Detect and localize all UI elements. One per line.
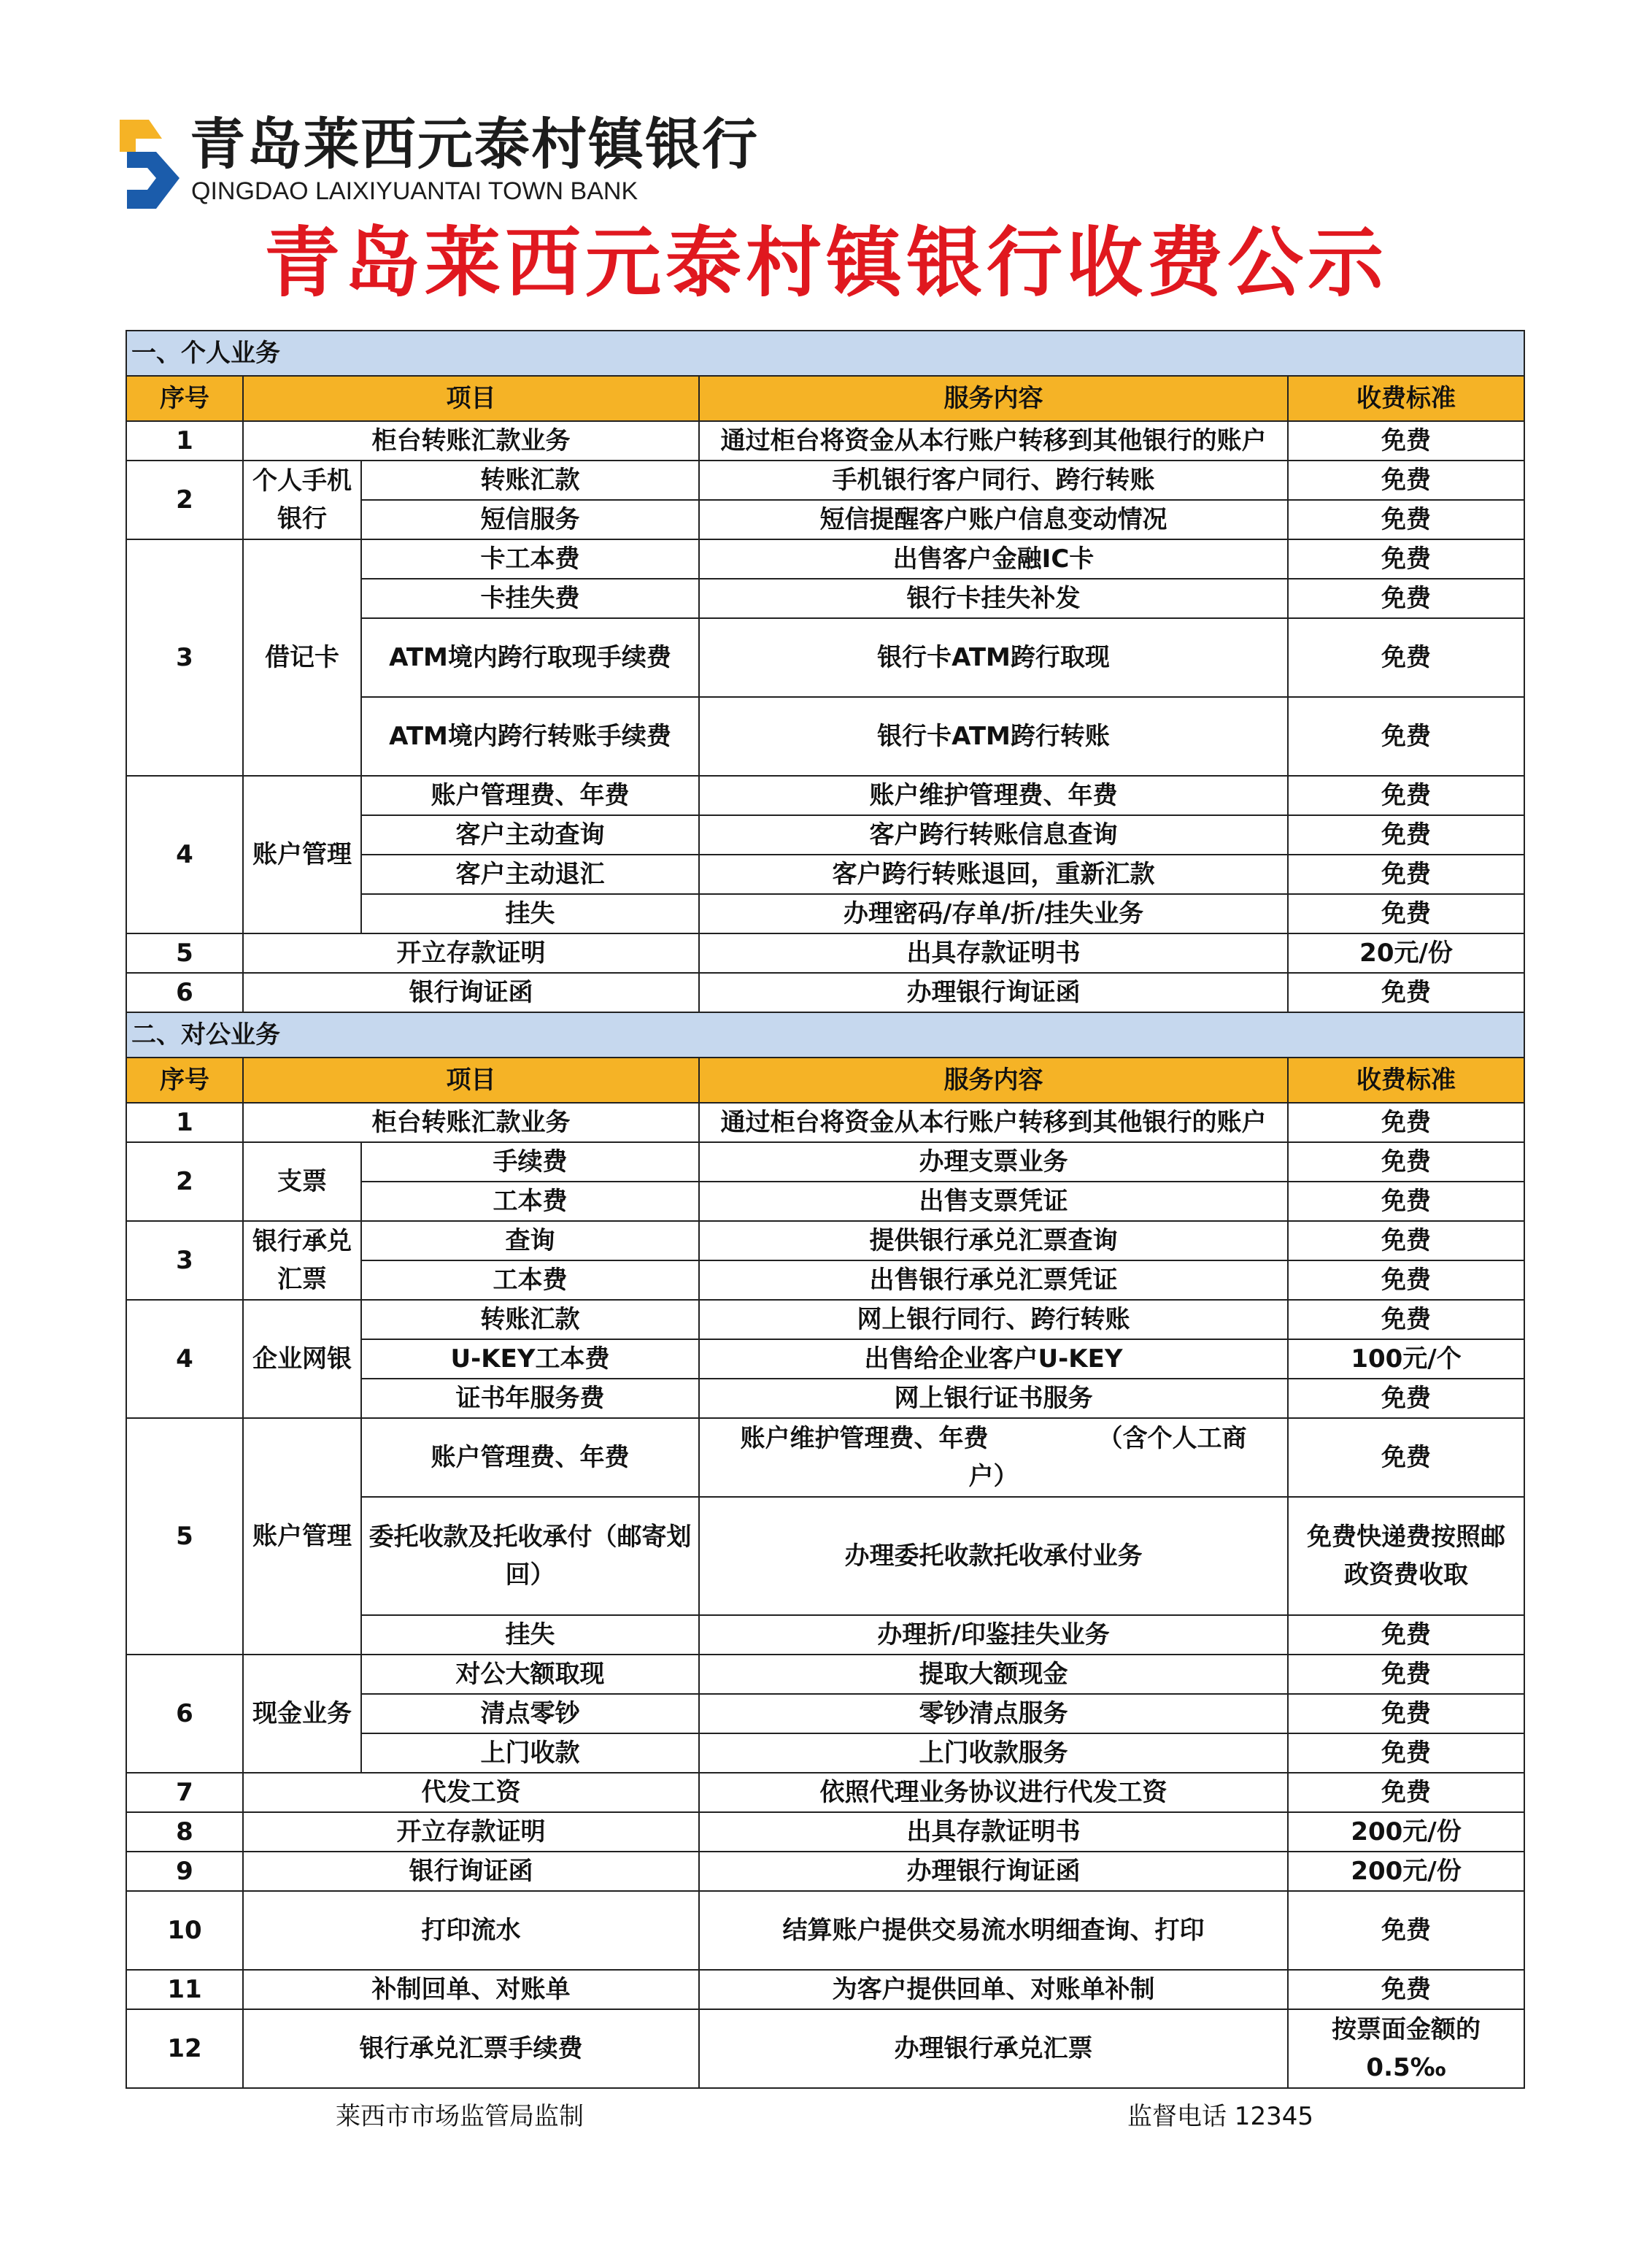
table-row xyxy=(126,1300,1524,1339)
row-content: 零钞清点服务 xyxy=(699,1694,1288,1733)
header-fee: 收费标准 xyxy=(1288,1058,1524,1103)
row-no: 8 xyxy=(126,1812,243,1852)
row-fee: 免费 xyxy=(1288,1221,1524,1260)
row-item: 清点零钞 xyxy=(361,1694,699,1733)
row-fee: 免费 xyxy=(1288,1615,1524,1655)
row-content: 依照代理业务协议进行代发工资 xyxy=(699,1773,1288,1812)
row-fee: 免费 xyxy=(1288,1418,1524,1497)
row-content: 手机银行客户同行、跨行转账 xyxy=(699,461,1288,500)
row-no: 9 xyxy=(126,1852,243,1891)
row-content: 通过柜台将资金从本行账户转移到其他银行的账户 xyxy=(699,421,1288,461)
header-item: 项目 xyxy=(243,376,699,421)
row-no: 3 xyxy=(126,539,243,776)
section-row xyxy=(126,331,1524,376)
header-no: 序号 xyxy=(126,1058,243,1103)
row-group: 账户管理 xyxy=(243,1418,361,1655)
row-item: 证书年服务费 xyxy=(361,1379,699,1418)
row-content: 出售给企业客户U-KEY xyxy=(699,1339,1288,1379)
row-item: ATM境内跨行取现手续费 xyxy=(361,618,699,697)
row-content: 出售支票凭证 xyxy=(699,1182,1288,1221)
row-group: 个人手机银行 xyxy=(243,461,361,539)
row-content: 办理银行询证函 xyxy=(699,973,1288,1012)
row-no: 1 xyxy=(126,1103,243,1142)
table-row xyxy=(126,1221,1524,1260)
header-row xyxy=(126,376,1524,421)
table-row xyxy=(126,1773,1524,1812)
row-item: ATM境内跨行转账手续费 xyxy=(361,697,699,776)
header-row xyxy=(126,1058,1524,1103)
row-content: 办理密码/存单/折/挂失业务 xyxy=(699,894,1288,933)
row-content: 办理折/印鉴挂失业务 xyxy=(699,1615,1288,1655)
row-no: 4 xyxy=(126,1300,243,1418)
content-part: （含个人工商 xyxy=(1097,1424,1247,1453)
table-row xyxy=(126,1852,1524,1891)
row-item: 工本费 xyxy=(361,1260,699,1300)
row-no: 10 xyxy=(126,1891,243,1970)
row-item: 委托收款及托收承付（邮寄划回） xyxy=(361,1497,699,1615)
row-fee: 免费 xyxy=(1288,1970,1524,2009)
row-item: U-KEY工本费 xyxy=(361,1339,699,1379)
row-fee: 免费 xyxy=(1288,1182,1524,1221)
row-content: 出售银行承兑汇票凭证 xyxy=(699,1260,1288,1300)
row-item: 补制回单、对账单 xyxy=(243,1970,699,2009)
row-fee: 免费 xyxy=(1288,973,1524,1012)
table-row xyxy=(126,1812,1524,1852)
table-row xyxy=(126,1418,1524,1497)
row-fee: 200元/份 xyxy=(1288,1812,1524,1852)
row-group: 企业网银 xyxy=(243,1300,361,1418)
row-group: 银行承兑汇票 xyxy=(243,1221,361,1300)
row-group: 借记卡 xyxy=(243,539,361,776)
row-content: 提供银行承兑汇票查询 xyxy=(699,1221,1288,1260)
row-fee: 免费 xyxy=(1288,1773,1524,1812)
row-fee: 免费 xyxy=(1288,697,1524,776)
row-item: 打印流水 xyxy=(243,1891,699,1970)
row-fee: 200元/份 xyxy=(1288,1852,1524,1891)
table-row xyxy=(126,1970,1524,2009)
row-content: 结算账户提供交易流水明细查询、打印 xyxy=(699,1891,1288,1970)
row-content: 银行卡挂失补发 xyxy=(699,579,1288,618)
table-row xyxy=(126,973,1524,1012)
table-row xyxy=(126,776,1524,815)
row-no: 5 xyxy=(126,1418,243,1655)
row-item: 卡挂失费 xyxy=(361,579,699,618)
row-item: 挂失 xyxy=(361,1615,699,1655)
row-group: 支票 xyxy=(243,1142,361,1221)
row-item: 银行询证函 xyxy=(243,973,699,1012)
footer-supervisor: 莱西市市场监管局监制 xyxy=(336,2102,584,2131)
table-row xyxy=(126,539,1524,579)
row-fee: 免费 xyxy=(1288,855,1524,894)
row-content: 银行卡ATM跨行取现 xyxy=(699,618,1288,697)
row-content: 上门收款服务 xyxy=(699,1733,1288,1773)
row-item: 查询 xyxy=(361,1221,699,1260)
row-item: 开立存款证明 xyxy=(243,933,699,973)
header-no: 序号 xyxy=(126,376,243,421)
row-content xyxy=(699,1418,1288,1497)
row-fee: 免费 xyxy=(1288,815,1524,855)
row-no: 2 xyxy=(126,461,243,539)
row-item: 柜台转账汇款业务 xyxy=(243,1103,699,1142)
row-item: 卡工本费 xyxy=(361,539,699,579)
section-title-corporate: 二、对公业务 xyxy=(126,1012,1524,1058)
row-content: 办理银行承兑汇票 xyxy=(699,2009,1288,2088)
table-row xyxy=(126,933,1524,973)
row-fee: 免费 xyxy=(1288,894,1524,933)
table-row xyxy=(126,2009,1524,2088)
row-content: 提取大额现金 xyxy=(699,1655,1288,1694)
row-item: 客户主动退汇 xyxy=(361,855,699,894)
row-fee: 免费 xyxy=(1288,1260,1524,1300)
row-group: 账户管理 xyxy=(243,776,361,933)
table-row xyxy=(126,1891,1524,1970)
row-no: 3 xyxy=(126,1221,243,1300)
row-fee: 免费 xyxy=(1288,1379,1524,1418)
row-fee: 免费 xyxy=(1288,1733,1524,1773)
row-fee: 免费 xyxy=(1288,1103,1524,1142)
row-fee: 免费 xyxy=(1288,618,1524,697)
row-content: 出具存款证明书 xyxy=(699,1812,1288,1852)
bank-name-cn: 青岛莱西元泰村镇银行 xyxy=(190,112,759,177)
row-fee: 免费 xyxy=(1288,500,1524,539)
row-item: 代发工资 xyxy=(243,1773,699,1812)
row-item: 转账汇款 xyxy=(361,1300,699,1339)
row-fee: 20元/份 xyxy=(1288,933,1524,973)
row-content: 办理委托收款托收承付业务 xyxy=(699,1497,1288,1615)
page-title: 青岛莱西元泰村镇银行收费公示 xyxy=(263,218,1388,307)
row-content: 通过柜台将资金从本行账户转移到其他银行的账户 xyxy=(699,1103,1288,1142)
row-no: 6 xyxy=(126,973,243,1012)
row-item: 柜台转账汇款业务 xyxy=(243,421,699,461)
bank-name-en: QINGDAO LAIXIYUANTAI TOWN BANK xyxy=(191,177,638,205)
row-content: 网上银行同行、跨行转账 xyxy=(699,1300,1288,1339)
row-item: 短信服务 xyxy=(361,500,699,539)
row-item: 账户管理费、年费 xyxy=(361,1418,699,1497)
row-fee: 免费 xyxy=(1288,1655,1524,1694)
row-no: 5 xyxy=(126,933,243,973)
row-no: 7 xyxy=(126,1773,243,1812)
row-fee: 免费 xyxy=(1288,1300,1524,1339)
bank-logo-mark-icon xyxy=(120,117,182,212)
row-item: 客户主动查询 xyxy=(361,815,699,855)
row-fee: 免费 xyxy=(1288,1694,1524,1733)
row-fee: 免费 xyxy=(1288,539,1524,579)
row-content: 出具存款证明书 xyxy=(699,933,1288,973)
table-row xyxy=(126,1655,1524,1694)
row-item: 手续费 xyxy=(361,1142,699,1182)
table-row xyxy=(126,421,1524,461)
section-row xyxy=(126,1012,1524,1058)
row-content: 出售客户金融IC卡 xyxy=(699,539,1288,579)
row-content: 办理银行询证函 xyxy=(699,1852,1288,1891)
row-content: 银行卡ATM跨行转账 xyxy=(699,697,1288,776)
row-content: 办理支票业务 xyxy=(699,1142,1288,1182)
row-fee: 100元/个 xyxy=(1288,1339,1524,1379)
table-row xyxy=(126,1142,1524,1182)
row-item: 挂失 xyxy=(361,894,699,933)
footer-hotline: 监督电话 12345 xyxy=(1127,2102,1313,2131)
row-no: 1 xyxy=(126,421,243,461)
header-item: 项目 xyxy=(243,1058,699,1103)
row-content: 客户跨行转账退回，重新汇款 xyxy=(699,855,1288,894)
row-content: 账户维护管理费、年费 xyxy=(699,776,1288,815)
row-fee: 免费快递费按照邮政资费收取 xyxy=(1288,1497,1524,1615)
table-row xyxy=(126,1103,1524,1142)
row-item: 账户管理费、年费 xyxy=(361,776,699,815)
fee-table xyxy=(126,330,1525,2089)
header-fee: 收费标准 xyxy=(1288,376,1524,421)
row-fee: 免费 xyxy=(1288,1891,1524,1970)
row-content: 网上银行证书服务 xyxy=(699,1379,1288,1418)
header-content: 服务内容 xyxy=(699,1058,1288,1103)
row-item: 上门收款 xyxy=(361,1733,699,1773)
row-fee: 按票面金额的0.5‰ xyxy=(1288,2009,1524,2088)
row-item: 银行承兑汇票手续费 xyxy=(243,2009,699,2088)
row-item: 转账汇款 xyxy=(361,461,699,500)
content-part: 账户维护管理费、年费 xyxy=(740,1424,989,1453)
row-no: 6 xyxy=(126,1655,243,1773)
header-content: 服务内容 xyxy=(699,376,1288,421)
row-no: 4 xyxy=(126,776,243,933)
row-fee: 免费 xyxy=(1288,421,1524,461)
row-content: 客户跨行转账信息查询 xyxy=(699,815,1288,855)
row-item: 对公大额取现 xyxy=(361,1655,699,1694)
row-fee: 免费 xyxy=(1288,1142,1524,1182)
row-no: 12 xyxy=(126,2009,243,2088)
row-content: 为客户提供回单、对账单补制 xyxy=(699,1970,1288,2009)
row-fee: 免费 xyxy=(1288,461,1524,500)
row-no: 2 xyxy=(126,1142,243,1221)
row-item: 工本费 xyxy=(361,1182,699,1221)
row-item: 银行询证函 xyxy=(243,1852,699,1891)
row-item: 开立存款证明 xyxy=(243,1812,699,1852)
table-row xyxy=(126,461,1524,500)
row-content: 短信提醒客户账户信息变动情况 xyxy=(699,500,1288,539)
row-fee: 免费 xyxy=(1288,776,1524,815)
section-title-personal: 一、个人业务 xyxy=(126,331,1524,376)
row-fee: 免费 xyxy=(1288,579,1524,618)
content-part: 户） xyxy=(968,1462,1019,1491)
row-group: 现金业务 xyxy=(243,1655,361,1773)
row-no: 11 xyxy=(126,1970,243,2009)
